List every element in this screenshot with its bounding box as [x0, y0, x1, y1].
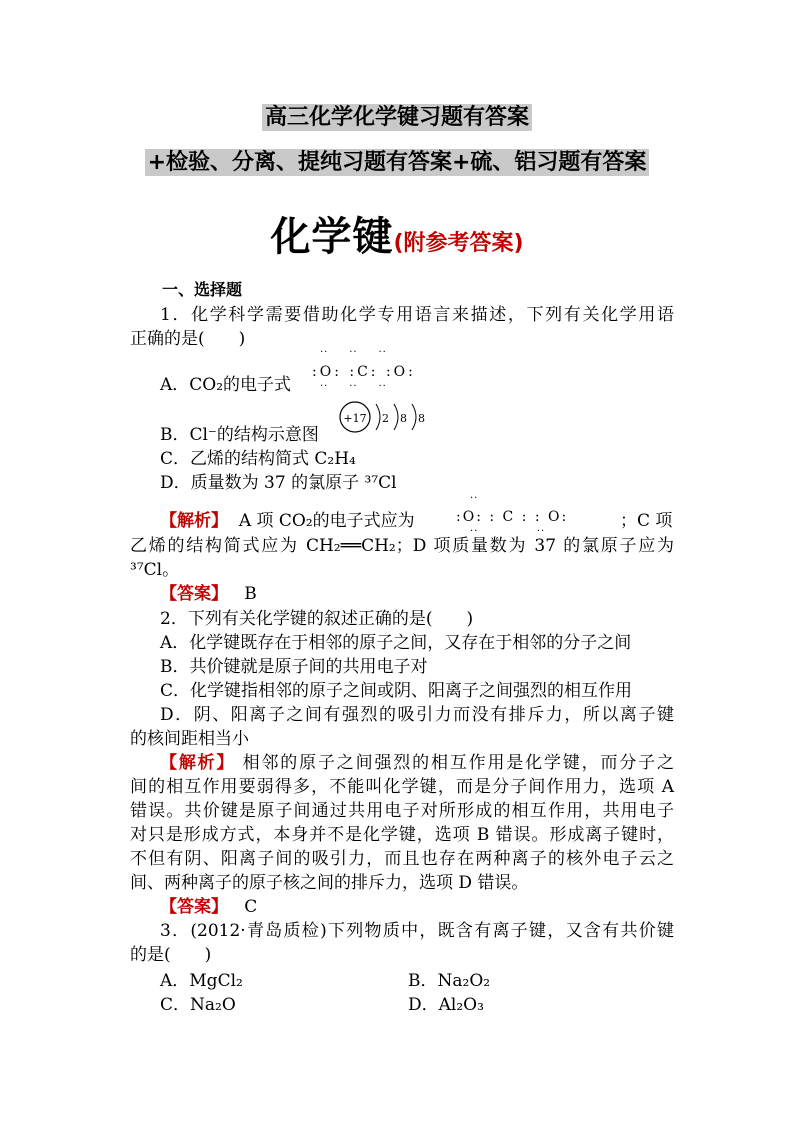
- q1-analysis-line-1: 【解析】 A 项 CO₂的电子式应为: [160, 511, 415, 531]
- q2-option-d-line-2: 的核间距相当小: [130, 729, 249, 749]
- q1-electron-formula-a: :O: :C: :O:: [312, 364, 416, 380]
- header-line-2: +检验、分离、提纯习题有答案+硫、铝习题有答案: [0, 145, 794, 176]
- document-title: [0, 205, 794, 262]
- section-heading: 一、选择题: [162, 280, 243, 299]
- q2-analysis-line-4: 对只是形成方式，本身并不是化学键，选项 B 错误。形成离子键时，: [130, 825, 674, 845]
- q1-analysis-line-2: 乙烯的结构简式应为 CH₂══CH₂；D 项质量数为 37 的氯原子应为: [130, 536, 674, 556]
- nucleus-label: +17: [343, 412, 367, 425]
- q3-option-c: C．Na₂O: [160, 995, 236, 1015]
- q2-option-d-line-1: D．阴、阳离子之间有强烈的吸引力而没有排斥力，所以离子键: [160, 705, 674, 725]
- q2-analysis-line-3: 错误。共价键是原子间通过共用电子对所形成的相互作用，共用电子: [130, 801, 674, 821]
- q1-analysis-label: 【解析】: [160, 511, 228, 531]
- q1-analysis-dots-top: ··: [470, 493, 479, 504]
- shell-arc-3: [412, 404, 416, 430]
- q2-analysis-line-1: 【解析】 相邻的原子之间强烈的相互作用是化学键，而分子之: [160, 753, 675, 773]
- title-sub: (附参考答案): [393, 231, 524, 256]
- q2-option-b: B．共价键就是原子间的共用电子对: [160, 657, 428, 677]
- q1-option-a: A．CO₂的电子式: [160, 375, 292, 395]
- q1-option-b: B．Cl⁻的结构示意图: [160, 425, 319, 445]
- header-line-1: 高三化学化学键习题有答案: [0, 100, 794, 131]
- q2-analysis-line-5: 不但有阴、阳离子间的吸引力，而且也存在两种离子的核外电子云之: [130, 849, 674, 869]
- shell-count-3: 8: [418, 412, 425, 425]
- q1-analysis-line-1-end: ；C 项: [620, 511, 673, 531]
- shell-count-1: 2: [382, 412, 389, 425]
- q2-analysis-line-6: 间、两种离子的原子核之间的排斥力，选项 D 错误。: [130, 873, 529, 893]
- q1-analysis-line-3: ³⁷Cl。: [130, 560, 180, 580]
- q1-electron-dots-top: ·· ·· ··: [320, 347, 387, 358]
- q1-electron-formula-b: :O: : C : : O:: [456, 509, 569, 525]
- q3-option-a: A．MgCl₂: [160, 971, 243, 991]
- q1-option-d: D．质量数为 37 的氯原子 ³⁷Cl: [160, 473, 397, 493]
- q1-stem-line-1: 1．化学科学需要借助化学专用语言来描述，下列有关化学用语: [160, 305, 674, 325]
- q1-option-c: C．乙烯的结构简式 C₂H₄: [160, 449, 356, 469]
- q3-option-d: D．Al₂O₃: [408, 995, 484, 1015]
- q1-stem-line-2: 正确的是( ): [130, 329, 246, 349]
- q1-answer: 【答案】 B: [160, 584, 257, 604]
- shell-arc-1: [376, 404, 380, 430]
- q2-stem: 2．下列有关化学键的叙述正确的是( ): [160, 609, 474, 629]
- cl-structure-diagram: [338, 398, 428, 438]
- q3-stem-line-2: 的是( ): [130, 945, 212, 965]
- q1-electron-dots-bottom: ·· ·· ··: [320, 381, 387, 392]
- title-main: 化学键: [270, 214, 394, 260]
- q2-analysis-line-2: 间的相互作用要弱得多，不能叫化学键，而是分子间作用力，选项 A: [130, 777, 674, 797]
- q1-analysis-dots-bottom: ·· ··: [470, 526, 546, 537]
- q2-option-a: A．化学键既存在于相邻的原子之间，又存在于相邻的分子之间: [160, 633, 632, 653]
- q3-option-b: B．Na₂O₂: [408, 971, 491, 991]
- shell-arc-2: [394, 404, 398, 430]
- q2-option-c: C．化学键指相邻的原子之间或阴、阳离子之间强烈的相互作用: [160, 681, 633, 701]
- q3-stem-line-1: 3．(2012·青岛质检)下列物质中，既含有离子键，又含有共价键: [160, 921, 674, 941]
- shell-count-2: 8: [400, 412, 407, 425]
- q2-answer: 【答案】 C: [160, 897, 258, 917]
